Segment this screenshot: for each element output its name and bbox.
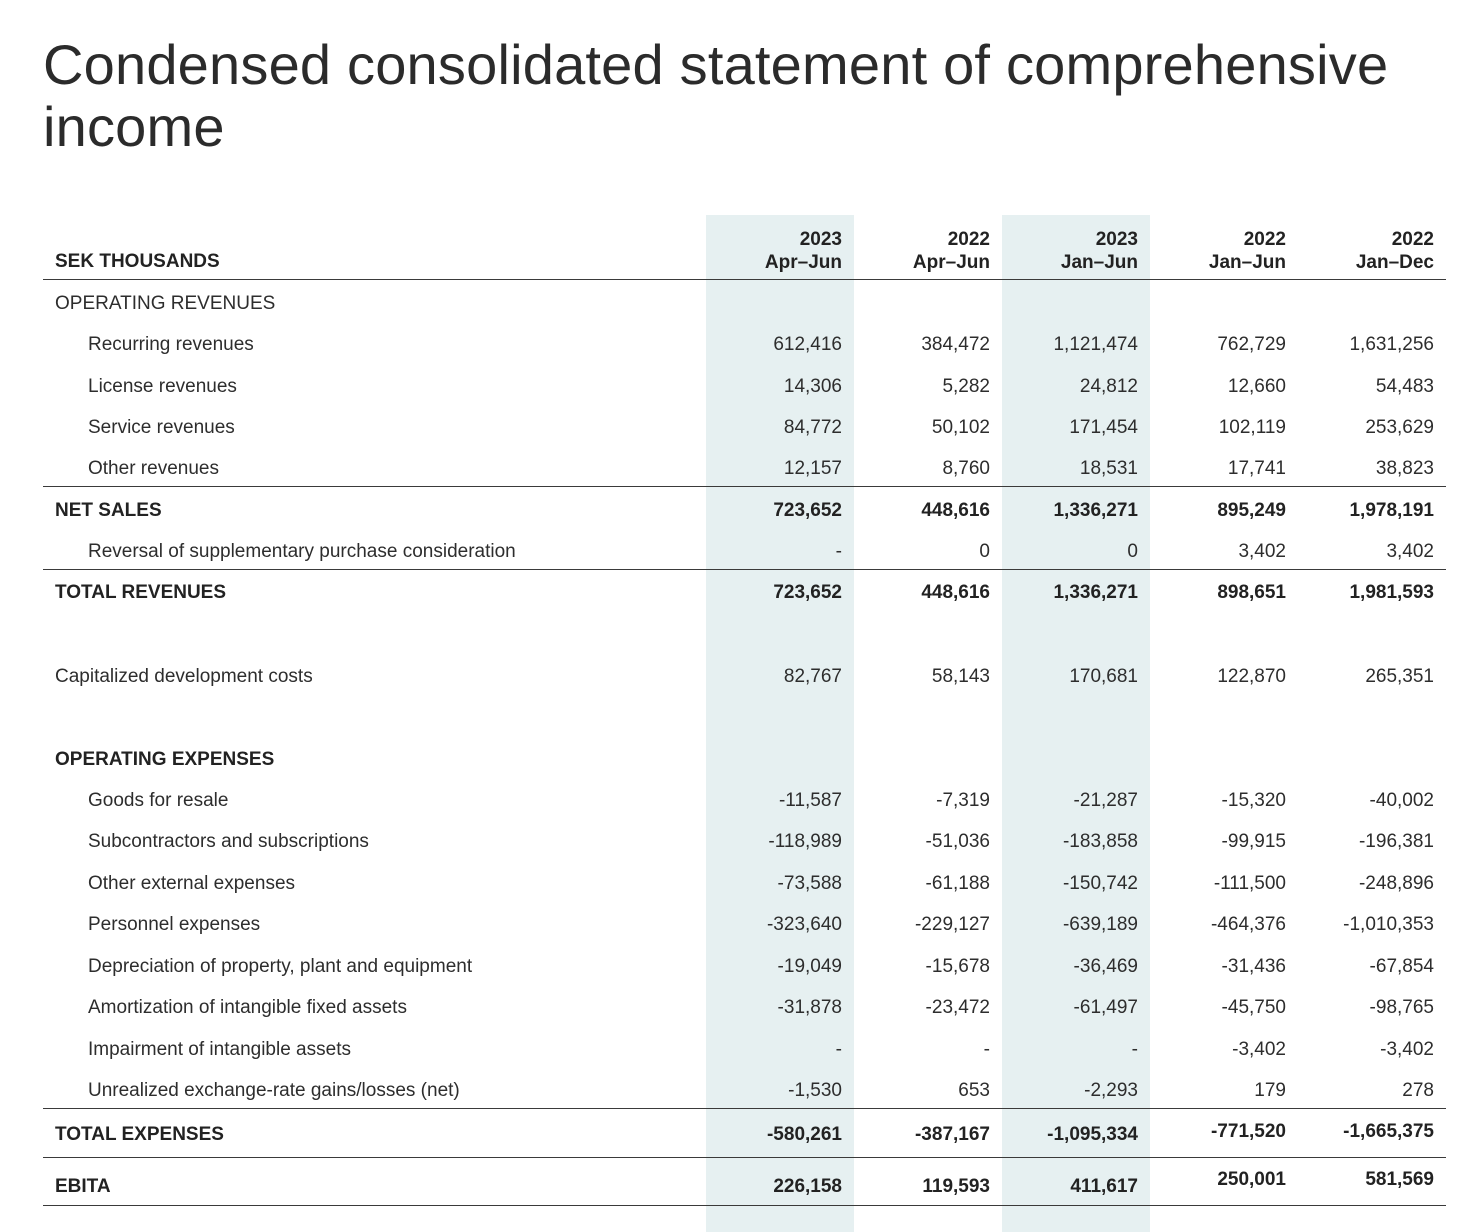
cell-value: 1,336,271 bbox=[1053, 582, 1138, 603]
cell-value: 384,472 bbox=[921, 334, 990, 355]
cell-value: 1,631,256 bbox=[1349, 334, 1434, 355]
cell-value: -19,049 bbox=[777, 956, 842, 977]
table-row bbox=[0, 662, 1482, 692]
header-divider bbox=[43, 279, 1446, 280]
column-year: 2022 bbox=[1391, 229, 1434, 250]
cell-value: -229,127 bbox=[914, 914, 990, 935]
cell-value: - bbox=[835, 1039, 842, 1060]
cell-value: 653 bbox=[958, 1080, 990, 1101]
cell-value: -11,587 bbox=[778, 790, 842, 811]
cell-value: 12,660 bbox=[1227, 376, 1286, 397]
cell-value: -323,640 bbox=[766, 914, 842, 935]
row-label: Unrealized exchange-rate gains/losses (net) bbox=[88, 1080, 460, 1101]
column-period: Jan–Dec bbox=[1355, 252, 1434, 273]
row-label: Capitalized development costs bbox=[55, 666, 313, 687]
column-year: 2022 bbox=[1243, 229, 1286, 250]
cell-value: 898,651 bbox=[1217, 582, 1286, 603]
row-label: Subcontractors and subscriptions bbox=[88, 831, 369, 852]
table-row bbox=[0, 786, 1482, 816]
cell-value: 179 bbox=[1254, 1080, 1286, 1101]
cell-value: -23,472 bbox=[925, 997, 990, 1018]
cell-value: 723,652 bbox=[773, 582, 842, 603]
cell-value: -15,678 bbox=[925, 956, 990, 977]
cell-value: 8,760 bbox=[942, 458, 990, 479]
table-row bbox=[0, 827, 1482, 857]
cell-value: 723,652 bbox=[773, 500, 842, 521]
cell-value: -7,319 bbox=[936, 790, 990, 811]
row-label: Service revenues bbox=[88, 417, 235, 438]
row-label: License revenues bbox=[88, 376, 237, 397]
row-label: NET SALES bbox=[55, 500, 162, 521]
row-label: EBITA bbox=[55, 1176, 111, 1197]
cell-value: 612,416 bbox=[773, 334, 842, 355]
cell-value: -15,320 bbox=[1221, 790, 1286, 811]
cell-value: 12,157 bbox=[783, 458, 842, 479]
cell-value: 1,121,474 bbox=[1053, 334, 1138, 355]
cell-value: 1,981,593 bbox=[1349, 582, 1434, 603]
table-row bbox=[0, 952, 1482, 982]
cell-value: 54,483 bbox=[1375, 376, 1434, 397]
cell-value: -40,002 bbox=[1369, 790, 1434, 811]
table-row bbox=[0, 330, 1482, 360]
cell-value: -98,765 bbox=[1369, 997, 1434, 1018]
cell-value: -61,188 bbox=[925, 873, 990, 894]
table-row bbox=[0, 1035, 1482, 1065]
cell-value: - bbox=[835, 541, 842, 562]
cell-value: -639,189 bbox=[1062, 914, 1138, 935]
cell-value: -1,530 bbox=[788, 1080, 842, 1101]
row-label: Amortization of intangible fixed assets bbox=[88, 997, 407, 1018]
column-header bbox=[850, 228, 990, 274]
column-year: 2023 bbox=[1095, 229, 1138, 250]
column-header bbox=[998, 228, 1138, 274]
cell-value: -464,376 bbox=[1210, 914, 1286, 935]
row-divider bbox=[43, 569, 1446, 570]
unit-label: SEK THOUSANDS bbox=[55, 251, 220, 272]
cell-value: 50,102 bbox=[931, 417, 990, 438]
cell-value: - bbox=[983, 1039, 990, 1060]
table-row-total-expenses bbox=[0, 1120, 1482, 1150]
row-label: Goods for resale bbox=[88, 790, 229, 811]
cell-value: -183,858 bbox=[1062, 831, 1138, 852]
cell-value: 226,158 bbox=[773, 1176, 842, 1197]
column-header bbox=[1146, 228, 1286, 274]
cell-value: 14,306 bbox=[783, 376, 842, 397]
column-year: 2023 bbox=[799, 229, 842, 250]
table-row bbox=[0, 1076, 1482, 1106]
cell-value: -196,381 bbox=[1358, 831, 1434, 852]
column-year: 2022 bbox=[947, 229, 990, 250]
cell-value: - bbox=[1131, 1039, 1138, 1060]
cell-value: -580,261 bbox=[766, 1124, 842, 1145]
table-row-total-revenues bbox=[0, 578, 1482, 608]
cell-value: 170,681 bbox=[1069, 666, 1138, 687]
cell-value: 171,454 bbox=[1069, 417, 1138, 438]
cell-value: -1,665,375 bbox=[1343, 1121, 1434, 1142]
cell-value: 1,336,271 bbox=[1053, 500, 1138, 521]
table-row bbox=[0, 910, 1482, 940]
cell-value: 448,616 bbox=[921, 582, 990, 603]
cell-value: -61,497 bbox=[1073, 997, 1138, 1018]
row-divider bbox=[43, 1108, 1446, 1109]
cell-value: 84,772 bbox=[783, 417, 842, 438]
cell-value: -73,588 bbox=[777, 873, 842, 894]
row-label: Impairment of intangible assets bbox=[88, 1039, 351, 1060]
row-divider bbox=[43, 1205, 1446, 1206]
cell-value: 24,812 bbox=[1079, 376, 1138, 397]
row-label: Recurring revenues bbox=[88, 334, 254, 355]
row-label: Depreciation of property, plant and equipment bbox=[88, 956, 473, 977]
cell-value: -67,854 bbox=[1369, 956, 1434, 977]
cell-value: -1,095,334 bbox=[1047, 1124, 1138, 1145]
cell-value: -248,896 bbox=[1358, 873, 1434, 894]
cell-value: 3,402 bbox=[1238, 541, 1286, 562]
cell-value: 265,351 bbox=[1365, 666, 1434, 687]
table-row bbox=[0, 413, 1482, 443]
cell-value: -150,742 bbox=[1062, 873, 1138, 894]
cell-value: 895,249 bbox=[1217, 500, 1286, 521]
column-header bbox=[702, 228, 842, 274]
cell-value: 38,823 bbox=[1375, 458, 1434, 479]
cell-value: 122,870 bbox=[1217, 666, 1286, 687]
row-label: Reversal of supplementary purchase consideration bbox=[88, 541, 516, 562]
table-row-section-heading bbox=[0, 745, 1482, 775]
row-label: Other external expenses bbox=[88, 873, 296, 894]
cell-value: 448,616 bbox=[921, 500, 990, 521]
table-row bbox=[0, 454, 1482, 484]
cell-value: -111,500 bbox=[1213, 873, 1286, 894]
cell-value: 278 bbox=[1402, 1080, 1434, 1101]
cell-value: -31,878 bbox=[777, 997, 842, 1018]
cell-value: -3,402 bbox=[1232, 1039, 1286, 1060]
row-label: TOTAL EXPENSES bbox=[55, 1124, 224, 1145]
cell-value: 119,593 bbox=[922, 1176, 990, 1197]
cell-value: -2,293 bbox=[1084, 1080, 1138, 1101]
cell-value: 0 bbox=[1127, 541, 1138, 562]
table-row-net-sales bbox=[0, 496, 1482, 526]
cell-value: 253,629 bbox=[1365, 417, 1434, 438]
table-row bbox=[0, 372, 1482, 402]
table-row bbox=[0, 993, 1482, 1023]
cell-value: -36,469 bbox=[1073, 956, 1138, 977]
row-divider bbox=[43, 486, 1446, 487]
row-label: Other revenues bbox=[88, 458, 219, 479]
cell-value: -1,010,353 bbox=[1343, 914, 1434, 935]
cell-value: -771,520 bbox=[1210, 1121, 1286, 1142]
cell-value: 0 bbox=[979, 541, 990, 562]
cell-value: 3,402 bbox=[1386, 541, 1434, 562]
cell-value: 762,729 bbox=[1217, 334, 1286, 355]
cell-value: -3,402 bbox=[1380, 1039, 1434, 1060]
cell-value: 581,569 bbox=[1365, 1169, 1434, 1190]
cell-value: -51,036 bbox=[925, 831, 990, 852]
row-label: TOTAL REVENUES bbox=[55, 582, 227, 603]
table-row-ebita bbox=[0, 1169, 1482, 1202]
cell-value: 17,741 bbox=[1227, 458, 1286, 479]
row-label: Personnel expenses bbox=[88, 914, 261, 935]
column-period: Apr–Jun bbox=[912, 252, 990, 273]
column-period: Jan–Jun bbox=[1208, 252, 1286, 273]
cell-value: -21,287 bbox=[1073, 790, 1138, 811]
row-divider bbox=[43, 1157, 1446, 1158]
cell-value: 250,001 bbox=[1217, 1169, 1286, 1190]
page-title: Condensed consolidated statement of comprehensive income bbox=[43, 33, 1389, 158]
cell-value: 18,531 bbox=[1079, 458, 1138, 479]
cell-value: -45,750 bbox=[1221, 997, 1286, 1018]
row-label: OPERATING EXPENSES bbox=[55, 749, 275, 770]
cell-value: -118,989 bbox=[768, 831, 842, 852]
cell-value: 411,617 bbox=[1070, 1176, 1138, 1197]
cell-value: 1,978,191 bbox=[1349, 500, 1434, 521]
table-row bbox=[0, 289, 1482, 319]
column-period: Jan–Jun bbox=[1060, 252, 1138, 273]
cell-value: 58,143 bbox=[931, 666, 990, 687]
column-header bbox=[1294, 228, 1434, 274]
column-period: Apr–Jun bbox=[764, 252, 842, 273]
table-row bbox=[0, 869, 1482, 899]
cell-value: 5,282 bbox=[942, 376, 990, 397]
cell-value: -387,167 bbox=[914, 1124, 990, 1145]
cell-value: -99,915 bbox=[1221, 831, 1286, 852]
cell-value: 82,767 bbox=[783, 666, 842, 687]
table-row bbox=[0, 537, 1482, 567]
cell-value: -31,436 bbox=[1221, 956, 1286, 977]
row-label: OPERATING REVENUES bbox=[55, 293, 276, 314]
cell-value: 102,119 bbox=[1218, 417, 1286, 438]
